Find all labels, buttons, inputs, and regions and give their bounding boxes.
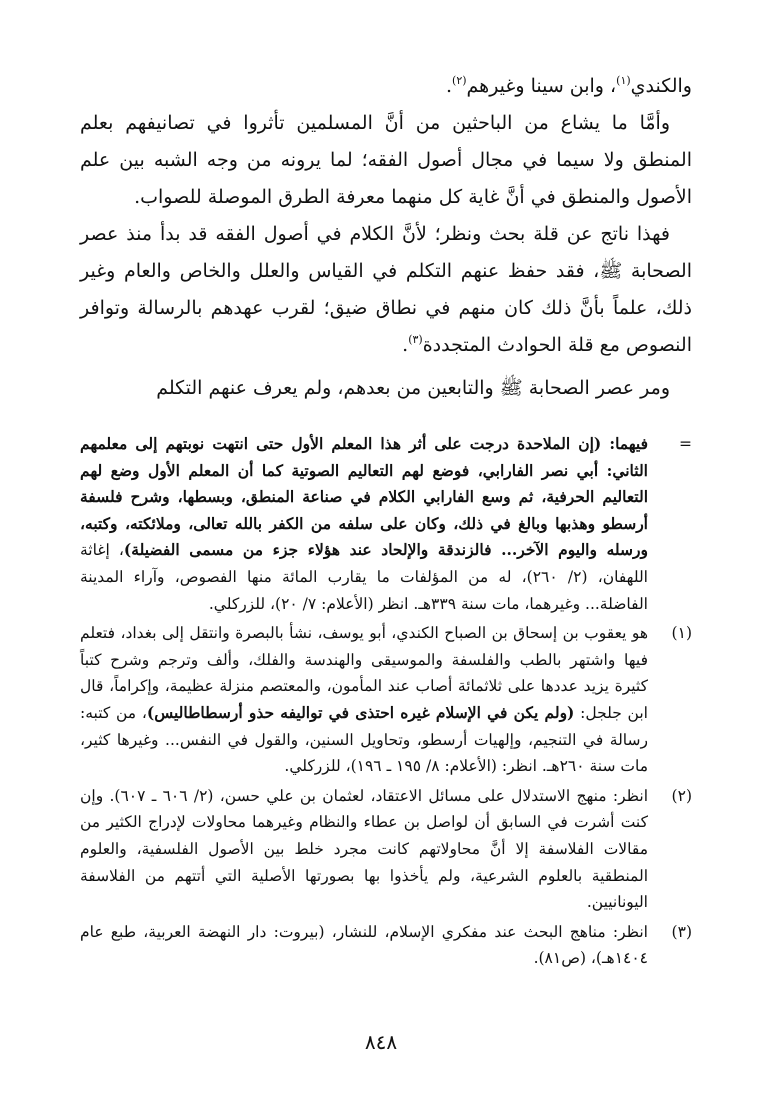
footnote-ref-3[interactable]: (٣) (408, 333, 423, 346)
quote-bold: فيهما: (إن الملاحدة درجت على أثر هذا المعلم الأول حتى انتهت نوبتهم إلى معلمهم الثاني: أبي نصر الفارابي، فوضع لهم التعاليم الصوتية كما أن المعلم الأول وضع لهم التعاليم الحرفية، ثم وسع الفارابي الكلام في صناعة المنطق، وبسطها، وشرح فلسفة أرسطو وهذبها وبالغ في ذلك، وكان على سلفه من الكفر بالله تعالى، وملائكته، وكتبه، ورسله واليوم الآخر... فالزندقة والإلحاد عند هؤلاء جزء من مسمى الفضيلة) (80, 434, 648, 560)
paragraph-2: وأمَّا ما يشاع من الباحثين من أنَّ المسلمين تأثروا في تصانيفهم بعلم المنطق ولا سيما في مجال أصول الفقه؛ لما يرونه من وجه الشبه بين علم الأصول والمنطق في أنَّ غاية كل منهما معرفة الطرق الموصلة للصواب. (80, 112, 692, 208)
p1-text-c: . (445, 75, 453, 97)
main-text (80, 68, 692, 407)
footnote-1-text-b: ، من كتبه: رسالة في التنجيم، وإلهيات أرسطو، وتحاويل السنين، والقول في النفس... وغيرها كثير، مات سنة ٢٦٠هـ. انظر: (الأعلام: ٨/ ١٩٥ ـ ١٩٦)، للزركلي. (80, 703, 648, 776)
footnote-continuation (80, 431, 692, 617)
footnote-2 (80, 783, 692, 916)
footnote-2-text: انظر: منهج الاستدلال على مسائل الاعتقاد، لعثمان بن علي حسن، (٢/ ٦٠٦ ـ ٦٠٧). وإن كنت أشرت في السابق أن لواصل بن عطاء والنظام وغيرهما محاولات لإدراج الكثير من مقالات الفلاسفة إلا أنَّ محاولاتهم كانت مجرد خلط بين الأصول الفلسفية، والعلوم المنطقية بالعلوم الشرعية، ولم يأخذوا بها بصورتها الأصلية التي أتتهم من الفلاسفة اليونانيين. (80, 786, 649, 912)
footnote-1-mark: (١) (671, 624, 692, 643)
book-page (80, 68, 692, 1068)
p1-text-b: ، وابن سينا وغيرهم (466, 75, 617, 97)
p1-text: والكندي (630, 75, 692, 97)
footnote-3-text: انظر: مناهج البحث عند مفكري الإسلام، للنشار، (بيروت: دار النهضة العربية، طبع عام ١٤٠٤هـ)، (ص٨١). (80, 922, 648, 968)
footnotes (80, 431, 692, 972)
footnote-ref-1[interactable]: (١) (616, 74, 631, 87)
footnote-ref-2[interactable]: (٢) (452, 74, 467, 87)
p3-end: . (402, 334, 409, 356)
footnote-3 (80, 919, 692, 972)
p3-text: فهذا ناتج عن قلة بحث ونظر؛ لأنَّ الكلام في أصول الفقه قد بدأ منذ عصر الصحابة ﷺ، فقد حفظ عنهم التكلم في القياس والعلل والخاص والعام وغير ذلك، علماً بأنَّ ذلك كان منهم في نطاق ضيق؛ لقرب عهدهم بالرسالة وتوافر النصوص مع قلة الحوادث المتجددة (80, 223, 692, 356)
paragraph-3 (80, 216, 692, 364)
continuation-text: ، إغاثة اللهفان، (٢/ ٢٦٠)، له من المؤلفات ما يقارب المائة منها الفصوص، وآراء المدينة الفاضلة... وغيرهما، مات سنة ٣٣٩هـ. انظر (الأعلام: ٧/ ٢٠)، للزركلي. (80, 541, 648, 613)
footnote-3-mark: (٣) (671, 922, 692, 941)
paragraph-1 (80, 68, 692, 105)
paragraph-4: ومر عصر الصحابة ﷺ والتابعين من بعدهم، ولم يعرف عنهم التكلم (156, 377, 670, 399)
footnote-1-text-a: هو يعقوب بن إسحاق بن الصباح الكندي، أبو يوسف، نشأ بالبصرة وانتقل إلى بغداد، فتعلم فيها واشتهر بالطب والفلسفة والموسيقى والهندسة والفلك، وألف وترجم وشرح كتباً كثيرة يزيد عددها على ثلاثمائة أصاب عند المأمون، والمعتصم منزلة عظيمة، وإكراماً، قال ابن جلجل: (80, 624, 648, 722)
footnote-1-quote: (ولم يكن في الإسلام غيره احتذى في تواليفه حذو أرسطاطاليس) (146, 702, 575, 722)
footnote-1 (80, 620, 692, 780)
page-number: ٨٤٨ (364, 1030, 398, 1054)
footnote-2-mark: (٢) (671, 786, 692, 805)
continuation-mark: = (679, 435, 692, 453)
